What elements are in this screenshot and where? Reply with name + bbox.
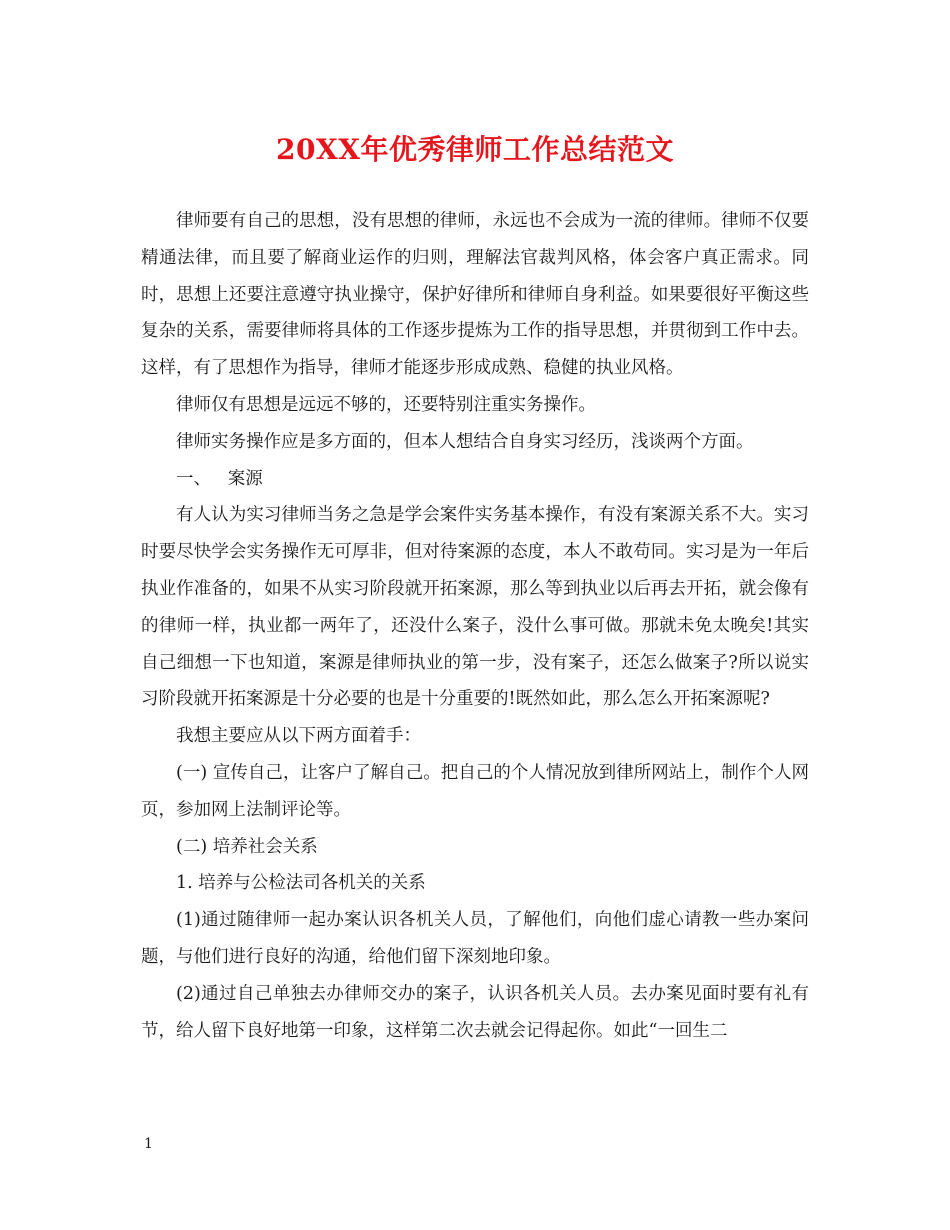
list-item: 1. 培养与公检法司各机关的关系 [176,873,426,894]
section-heading: 一、 案源 [176,468,263,489]
paragraph: 律师要有自己的思想，没有思想的律师，永远也不会成为一流的律师。律师不仅要精通法律，而且要了解商业运作的归则，理解法官裁判风格，体会客户真正需求。同时，思想上还要注意遵守执业操守，保护好律所和律师自身利益。如果要很好平衡这些复杂的关系，需要律师将具体的工作逐步提炼为工作的指导思想，并贯彻到工作中去。这样，有了思想作为指导，律师才能逐步形成成熟、稳健的执业风格。 [141,211,809,379]
paragraph: (2)通过自己单独去办律师交办的案子，认识各机关人员。去办案见面时要有礼有节，给人留下良好地第一印象，这样第二次去就会记得起你。如此“一回生二 [141,983,809,1041]
paragraph: (1)通过随律师一起办案认识各机关人员，了解他们，向他们虚心请教一些办案问题，与他们进行良好的沟通，给他们留下深刻地印象。 [141,910,809,967]
paragraph: 律师仅有思想是远远不够的，还要特别注重实务操作。 [176,394,596,415]
paragraph: 我想主要应从以下两方面着手： [176,726,421,747]
paragraph: 律师实务操作应是多方面的，但本人想结合自身实习经历，浅谈两个方面。 [176,431,754,452]
paragraph: (一) 宣传自己，让客户了解自己。把自己的个人情况放到律所网站上，制作个人网页，参加网上法制评论等。 [141,762,809,820]
document-body [141,203,809,1049]
subsection-heading: (二) 培养社会关系 [176,836,318,857]
page-number: 1 [144,1136,153,1152]
document-title: 20XX年优秀律师工作总结范文 [276,133,674,166]
paragraph: 有人认为实习律师当务之急是学会案件实务基本操作，有没有案源关系不大。实习时要尽快学会实务操作无可厚非，但对待案源的态度，本人不敢苟同。实习是为一年后执业作准备的，如果不从实习阶段就开拓案源，那么等到执业以后再去开拓，就会像有的律师一样，执业都一两年了，还没什么案子，没什么事可做。那就未免太晚矣!其实自己细想一下也知道，案源是律师执业的第一步，没有案子，还怎么做案子?所以说实习阶段就开拓案源是十分必要的也是十分重要的!既然如此，那么怎么开拓案源呢? [141,505,809,710]
